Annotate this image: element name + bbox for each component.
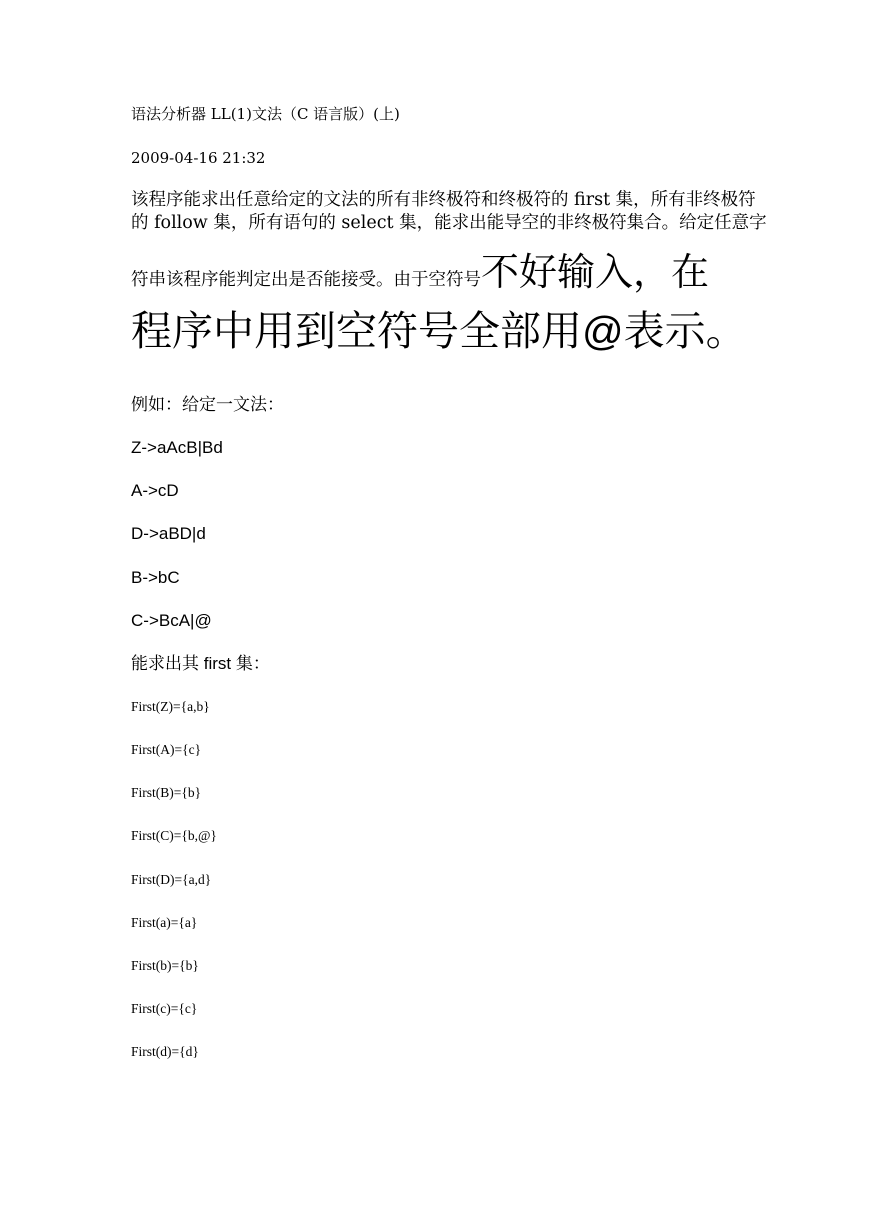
first-set-entry: First(d)={d}: [131, 1044, 199, 1059]
grammar-rule: A->cD: [131, 481, 179, 500]
example-label: 例如：给定一文法：: [131, 395, 284, 415]
first-set-label-a: 能求出其: [131, 654, 199, 674]
intro-line-4-text-b: 表示。: [623, 307, 747, 355]
first-set-label-c: 集：: [235, 654, 270, 674]
first-set-entry: First(b)={b}: [131, 958, 199, 973]
first-set-label: [131, 655, 270, 673]
empty-symbol: @: [582, 308, 624, 354]
grammar-rule: Z->aAcB|Bd: [131, 438, 223, 457]
intro-line-2: 的 follow 集，所有语句的 select 集，能求出能导空的非终极符集合。给定任意字: [131, 213, 767, 233]
grammar-rule: B->bC: [131, 568, 180, 587]
grammar-rule: D->aBD|d: [131, 524, 206, 543]
first-set-entry: First(A)={c}: [131, 742, 202, 757]
intro-line-3-large: 不好输入，在: [481, 250, 710, 294]
intro-line-4-text-a: 程序中用到空符号全部用: [131, 307, 582, 355]
grammar-rule: C->BcA|@: [131, 611, 212, 630]
first-set-entry: First(Z)={a,b}: [131, 699, 210, 714]
document-title: 语法分析器 LL(1)文法（C 语言版）(上): [131, 105, 400, 123]
intro-line-3: [131, 250, 710, 294]
first-set-label-b: first: [199, 654, 236, 673]
first-set-entry: First(D)={a,d}: [131, 872, 212, 887]
intro-line-4: [131, 307, 747, 355]
first-set-entry: First(B)={b}: [131, 785, 202, 800]
post-timestamp: 2009-04-16 21:32: [131, 149, 266, 167]
intro-line-3-small: 符串该程序能判定出是否能接受。由于空符号: [131, 270, 481, 290]
first-set-entry: First(a)={a}: [131, 915, 198, 930]
first-set-entry: First(c)={c}: [131, 1001, 198, 1016]
first-set-entry: First(C)={b,@}: [131, 828, 217, 843]
intro-line-1: 该程序能求出任意给定的文法的所有非终极符和终极符的 first 集，所有非终极符: [131, 190, 756, 210]
